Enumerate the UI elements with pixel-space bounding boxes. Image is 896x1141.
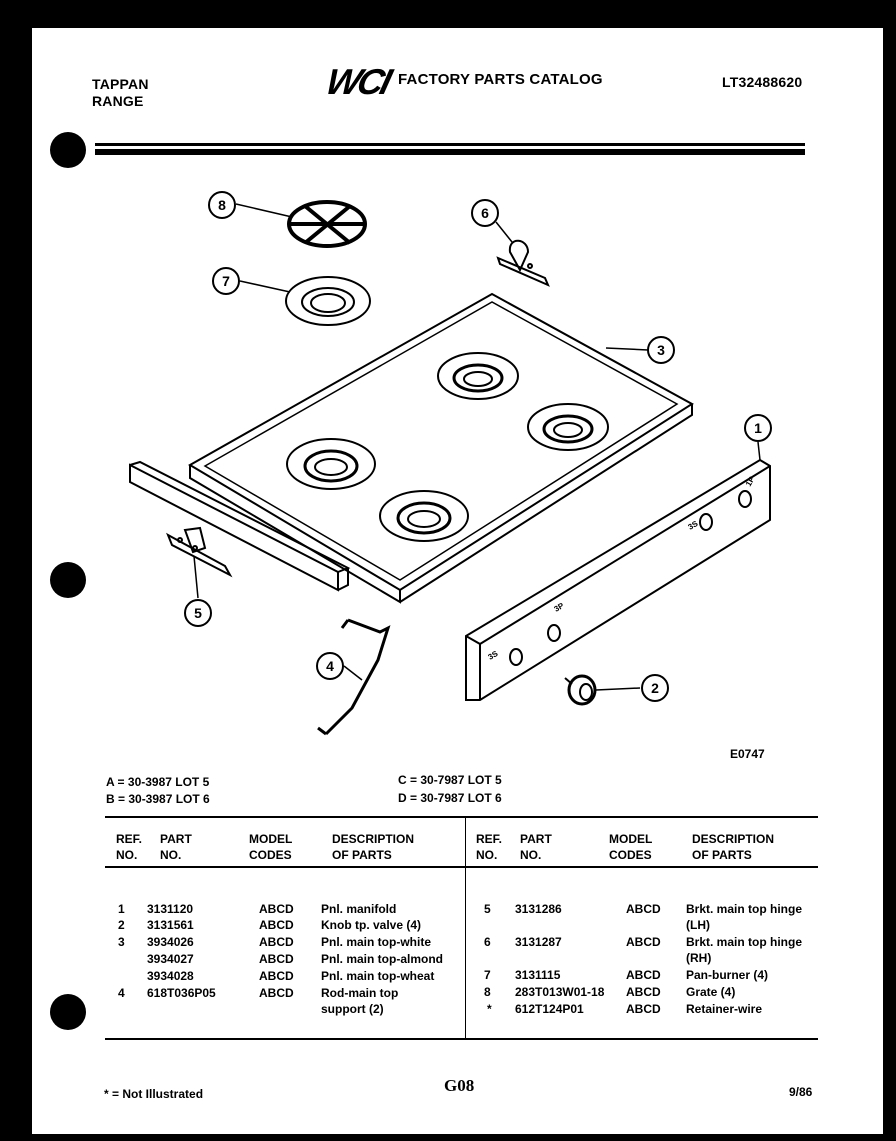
header-part: PART NO. bbox=[160, 832, 192, 862]
front-trim-strip bbox=[130, 462, 348, 590]
page-number: G08 bbox=[444, 1076, 475, 1095]
burner-back-right bbox=[528, 404, 608, 450]
valve-label: 1P bbox=[743, 475, 757, 488]
row-desc: support (2) bbox=[321, 1002, 384, 1016]
manifold-panel bbox=[466, 460, 770, 700]
row-codes: ABCD bbox=[626, 985, 661, 999]
logo-text: WCI bbox=[322, 61, 394, 102]
row-ref: 8 bbox=[484, 985, 491, 999]
row-desc: Pnl. main top-almond bbox=[321, 952, 443, 966]
valve-label: 3S bbox=[486, 649, 500, 662]
row-ref: * bbox=[487, 1002, 492, 1016]
row-ref: 5 bbox=[484, 902, 491, 916]
grate bbox=[289, 202, 365, 246]
row-ref: 7 bbox=[484, 968, 491, 982]
model-code-c: C = 30-7987 LOT 5 bbox=[398, 773, 502, 787]
row-codes: ABCD bbox=[259, 935, 294, 949]
table-divider bbox=[465, 816, 466, 1038]
row-desc: (LH) bbox=[686, 918, 710, 932]
binder-hole bbox=[50, 994, 86, 1030]
row-ref: 1 bbox=[118, 902, 125, 916]
row-desc: Brkt. main top hinge bbox=[686, 902, 803, 916]
header-model: MODEL CODES bbox=[609, 832, 653, 862]
row-part: 3934028 bbox=[147, 969, 194, 983]
row-codes: ABCD bbox=[626, 935, 661, 949]
row-part: 3131286 bbox=[515, 902, 562, 916]
diagram-code: E0747 bbox=[730, 747, 765, 761]
callout-6: 6 bbox=[481, 205, 489, 221]
brand-line-2: RANGE bbox=[92, 93, 144, 109]
row-ref: 3 bbox=[118, 935, 125, 949]
callout-7: 7 bbox=[222, 273, 230, 289]
row-codes: ABCD bbox=[259, 918, 294, 932]
footer-note: * = Not Illustrated bbox=[104, 1087, 204, 1101]
table-rule-top bbox=[105, 816, 818, 818]
header-desc: DESCRIPTION OF PARTS bbox=[332, 832, 415, 862]
row-part: 3934027 bbox=[147, 952, 194, 966]
support-rod bbox=[318, 620, 388, 734]
catalog-number: LT32488620 bbox=[722, 74, 803, 90]
burner-back-left bbox=[438, 353, 518, 399]
burner-front-right bbox=[380, 491, 468, 541]
row-part: 612T124P01 bbox=[515, 1002, 584, 1016]
row-part: 618T036P05 bbox=[147, 986, 216, 1000]
model-code-b: B = 30-3987 LOT 6 bbox=[106, 792, 210, 806]
row-codes: ABCD bbox=[626, 1002, 661, 1016]
main-top-panel bbox=[190, 294, 692, 602]
row-ref: 6 bbox=[484, 935, 491, 949]
row-codes: ABCD bbox=[626, 902, 661, 916]
catalog-title: FACTORY PARTS CATALOG bbox=[398, 71, 603, 88]
row-desc: Pnl. main top-white bbox=[321, 935, 431, 949]
model-code-d: D = 30-7987 LOT 6 bbox=[398, 791, 502, 805]
row-desc: Retainer-wire bbox=[686, 1002, 763, 1016]
row-desc: Pnl. main top-wheat bbox=[321, 969, 435, 983]
header-ref: REF. NO. bbox=[476, 832, 503, 862]
burner-pan bbox=[286, 277, 370, 325]
row-part: 3131115 bbox=[515, 968, 561, 982]
row-desc: Brkt. main top hinge bbox=[686, 935, 803, 949]
row-desc: Pan-burner (4) bbox=[686, 968, 769, 982]
row-part: 3934026 bbox=[147, 935, 194, 949]
brand-line-1: TAPPAN bbox=[92, 76, 149, 92]
row-desc: Pnl. manifold bbox=[321, 902, 397, 916]
row-desc: Grate (4) bbox=[686, 985, 736, 999]
callout-2: 2 bbox=[651, 680, 659, 696]
row-part: 3131287 bbox=[515, 935, 562, 949]
table-rule-header bbox=[105, 866, 818, 868]
row-codes: ABCD bbox=[626, 968, 661, 982]
hinge-bracket-lh bbox=[168, 528, 230, 575]
callout-8: 8 bbox=[218, 197, 226, 213]
valve-label: 3P bbox=[552, 601, 566, 614]
row-desc: Knob tp. valve (4) bbox=[321, 918, 422, 932]
callout-1: 1 bbox=[754, 420, 762, 436]
model-code-a: A = 30-3987 LOT 5 bbox=[106, 775, 210, 789]
row-ref: 2 bbox=[118, 918, 125, 932]
valve-label: 3S bbox=[686, 519, 700, 532]
header-ref: REF. NO. bbox=[116, 832, 143, 862]
callout-3: 3 bbox=[657, 342, 665, 358]
callout-5: 5 bbox=[194, 605, 202, 621]
header-part: PART NO. bbox=[520, 832, 552, 862]
row-codes: ABCD bbox=[259, 902, 294, 916]
burner-front-left bbox=[287, 439, 375, 489]
header-desc: DESCRIPTION OF PARTS bbox=[692, 832, 775, 862]
row-part: 283T013W01-18 bbox=[515, 985, 605, 999]
row-part: 3131120 bbox=[147, 902, 194, 916]
header-model: MODEL CODES bbox=[249, 832, 293, 862]
row-ref: 4 bbox=[118, 986, 125, 1000]
row-part: 3131561 bbox=[147, 918, 194, 932]
hinge-bracket-rh bbox=[498, 241, 548, 285]
row-desc: Rod-main top bbox=[321, 986, 399, 1000]
row-desc: (RH) bbox=[686, 951, 712, 965]
valve-knob bbox=[565, 676, 595, 704]
row-codes: ABCD bbox=[259, 986, 294, 1000]
callout-4: 4 bbox=[326, 658, 334, 674]
row-codes: ABCD bbox=[259, 969, 294, 983]
row-codes: ABCD bbox=[259, 952, 294, 966]
footer-date: 9/86 bbox=[789, 1085, 813, 1099]
table-rule-bottom bbox=[105, 1038, 818, 1040]
